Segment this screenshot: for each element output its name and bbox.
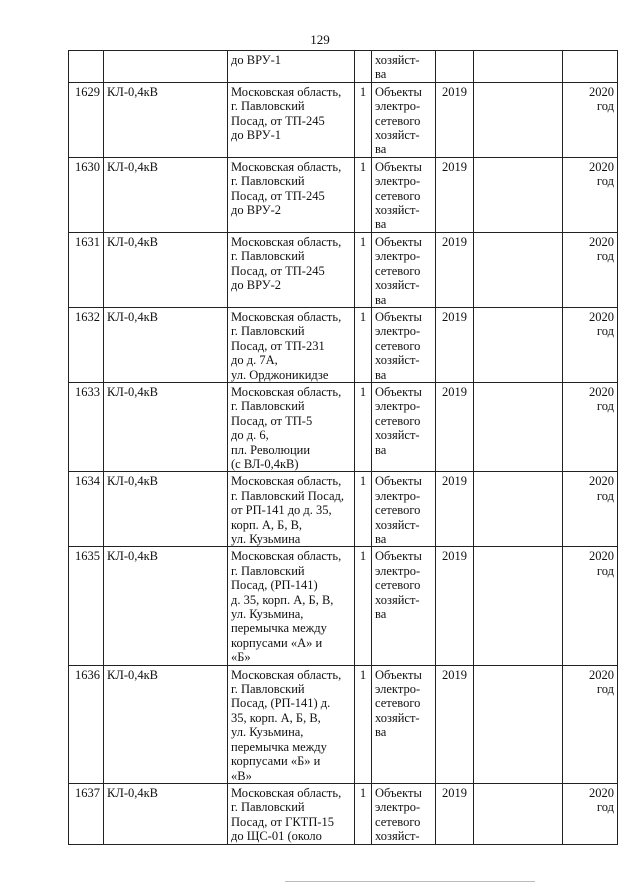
completion-year: 2020 год xyxy=(563,547,618,665)
completion-year xyxy=(563,51,618,83)
object-purpose: Объекты электро- сетевого хозяйст- ва xyxy=(372,157,436,232)
table-row xyxy=(69,382,618,471)
object-purpose: Объекты электро- сетевого хозяйст- ва xyxy=(372,472,436,547)
table-row xyxy=(69,307,618,382)
empty-cell xyxy=(474,472,563,547)
object-quantity: 1 xyxy=(355,547,372,665)
table-row xyxy=(69,232,618,307)
page-number: 129 xyxy=(310,32,330,47)
empty-cell xyxy=(474,307,563,382)
object-address: Московская область, г. Павловский Посад, от ТП-245 до ВРУ-2 xyxy=(228,157,355,232)
object-purpose: Объекты электро- сетевого хозяйст- ва xyxy=(372,307,436,382)
row-number xyxy=(69,51,104,83)
commission-year: 2019 xyxy=(436,82,474,157)
empty-cell xyxy=(474,157,563,232)
object-address: Московская область, г. Павловский Посад, от ТП-245 до ВРУ-1 xyxy=(228,82,355,157)
completion-year: 2020 год xyxy=(563,232,618,307)
commission-year: 2019 xyxy=(436,665,474,783)
row-number: 1635 xyxy=(69,547,104,665)
object-quantity: 1 xyxy=(355,665,372,783)
object-name: КЛ-0,4кВ xyxy=(104,783,228,844)
object-name: КЛ-0,4кВ xyxy=(104,472,228,547)
completion-year: 2020 год xyxy=(563,307,618,382)
completion-year: 2020 год xyxy=(563,82,618,157)
scan-artifact-line xyxy=(285,881,535,882)
object-quantity: 1 xyxy=(355,157,372,232)
empty-cell xyxy=(474,232,563,307)
object-name: КЛ-0,4кВ xyxy=(104,547,228,665)
object-quantity: 1 xyxy=(355,307,372,382)
empty-cell xyxy=(474,547,563,665)
object-name: КЛ-0,4кВ xyxy=(104,382,228,471)
object-quantity xyxy=(355,51,372,83)
object-address: до ВРУ-1 xyxy=(228,51,355,83)
table-row xyxy=(69,547,618,665)
object-purpose: Объекты электро- сетевого хозяйст- ва xyxy=(372,82,436,157)
object-name: КЛ-0,4кВ xyxy=(104,665,228,783)
commission-year: 2019 xyxy=(436,232,474,307)
completion-year: 2020 год xyxy=(563,382,618,471)
object-purpose: Объекты электро- сетевого хозяйст- xyxy=(372,783,436,844)
object-name: КЛ-0,4кВ xyxy=(104,82,228,157)
completion-year: 2020 год xyxy=(563,665,618,783)
commission-year: 2019 xyxy=(436,783,474,844)
object-quantity: 1 xyxy=(355,783,372,844)
object-name: КЛ-0,4кВ xyxy=(104,157,228,232)
empty-cell xyxy=(474,51,563,83)
row-number: 1631 xyxy=(69,232,104,307)
completion-year: 2020 год xyxy=(563,472,618,547)
table-row xyxy=(69,472,618,547)
object-name: КЛ-0,4кВ xyxy=(104,307,228,382)
object-address: Московская область, г. Павловский Посад, (РП-141) д. 35, корп. А, Б, В, ул. Кузьмина, перемычка между корпусами «А» и «Б» xyxy=(228,547,355,665)
table-row xyxy=(69,82,618,157)
object-address: Московская область, г. Павловский Посад, от ТП-5 до д. 6, пл. Революции (с ВЛ-0,4кВ) xyxy=(228,382,355,471)
commission-year: 2019 xyxy=(436,307,474,382)
row-number: 1633 xyxy=(69,382,104,471)
object-quantity: 1 xyxy=(355,232,372,307)
row-number: 1637 xyxy=(69,783,104,844)
object-name: КЛ-0,4кВ xyxy=(104,232,228,307)
row-number: 1634 xyxy=(69,472,104,547)
empty-cell xyxy=(474,783,563,844)
table-row xyxy=(69,157,618,232)
completion-year: 2020 год xyxy=(563,783,618,844)
object-quantity: 1 xyxy=(355,472,372,547)
empty-cell xyxy=(474,82,563,157)
table-row xyxy=(69,783,618,844)
empty-cell xyxy=(474,665,563,783)
commission-year: 2019 xyxy=(436,382,474,471)
object-address: Московская область, г. Павловский Посад, от ГКТП-15 до ЩС-01 (около xyxy=(228,783,355,844)
row-number: 1636 xyxy=(69,665,104,783)
object-name xyxy=(104,51,228,83)
completion-year: 2020 год xyxy=(563,157,618,232)
commission-year: 2019 xyxy=(436,157,474,232)
row-number: 1630 xyxy=(69,157,104,232)
object-quantity: 1 xyxy=(355,382,372,471)
object-address: Московская область, г. Павловский Посад, от ТП-245 до ВРУ-2 xyxy=(228,232,355,307)
table-row xyxy=(69,51,618,83)
object-purpose: Объекты электро- сетевого хозяйст- ва xyxy=(372,232,436,307)
row-number: 1629 xyxy=(69,82,104,157)
row-number: 1632 xyxy=(69,307,104,382)
object-address: Московская область, г. Павловский Посад, от ТП-231 до д. 7А, ул. Орджоникидзе xyxy=(228,307,355,382)
object-purpose: Объекты электро- сетевого хозяйст- ва xyxy=(372,547,436,665)
table-row xyxy=(69,665,618,783)
commission-year: 2019 xyxy=(436,547,474,665)
object-purpose: Объекты электро- сетевого хозяйст- ва xyxy=(372,382,436,471)
object-purpose: Объекты электро- сетевого хозяйст- ва xyxy=(372,665,436,783)
infrastructure-table xyxy=(68,50,618,845)
object-purpose: хозяйст- ва xyxy=(372,51,436,83)
empty-cell xyxy=(474,382,563,471)
object-address: Московская область, г. Павловский Посад, (РП-141) д. 35, корп. А, Б, В, ул. Кузьмина, перемычка между корпусами «Б» и «В» xyxy=(228,665,355,783)
commission-year: 2019 xyxy=(436,472,474,547)
commission-year xyxy=(436,51,474,83)
object-quantity: 1 xyxy=(355,82,372,157)
object-address: Московская область, г. Павловский Посад, от РП-141 до д. 35, корп. А, Б, В, ул. Кузьмина xyxy=(228,472,355,547)
